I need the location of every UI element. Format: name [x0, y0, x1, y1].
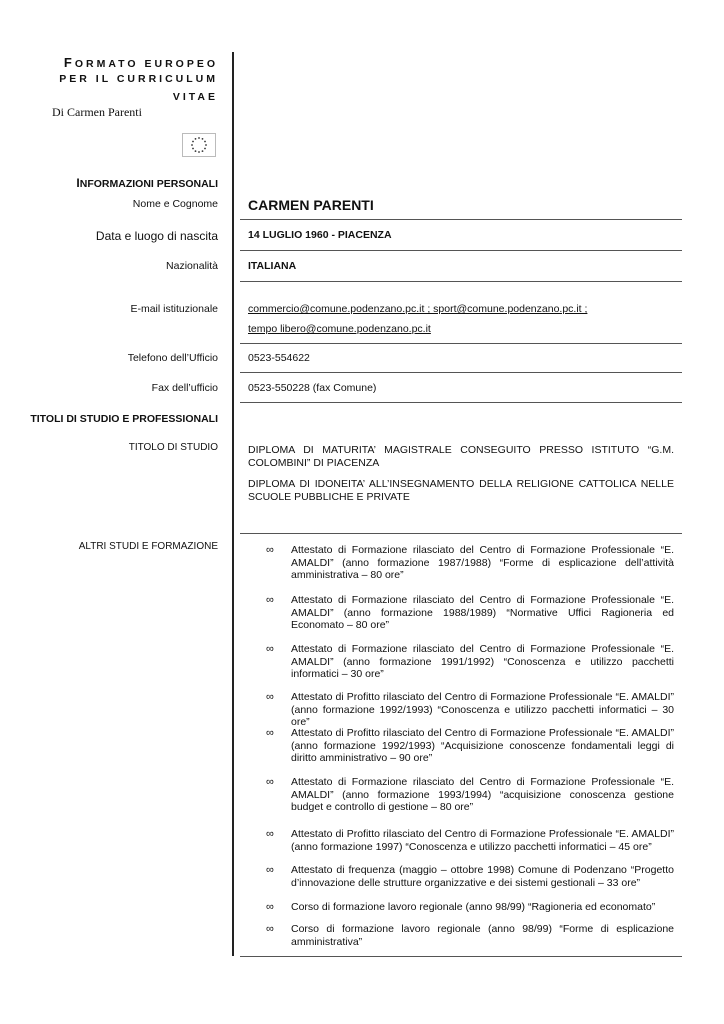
infinity-bullet-icon: ∞	[266, 864, 274, 876]
course-text: Attestato di Profitto rilasciato del Centro di Formazione Professionale “E. AMALDI” (anno formazione 1997) “Conoscenza e utilizzo pacchetti informatici – 45 ore”	[291, 828, 674, 853]
course-text: Corso di formazione lavoro regionale (anno 98/99) “Ragioneria ed economato”	[291, 901, 656, 913]
email-link-commercio-sport[interactable]: commercio@comune.podenzano.pc.it ; sport@comune.podenzano.pc.it ;	[248, 303, 588, 315]
phone-label: Telefono dell’Ufficio	[127, 352, 218, 364]
list-item	[266, 864, 674, 889]
email-link-tempo-libero[interactable]: tempo libero@comune.podenzano.pc.it	[248, 323, 431, 335]
infinity-bullet-icon: ∞	[266, 544, 274, 556]
degree-1: DIPLOMA DI MATURITA’ MAGISTRALE CONSEGUITO PRESSO ISTITUTO “G.M. COLOMBINI” DI PIACENZA	[248, 444, 674, 469]
row-divider	[240, 533, 682, 534]
section-studies: TITOLI DI STUDIO E PROFESSIONALI	[30, 413, 218, 425]
section-rest: NFORMAZIONI PERSONALI	[79, 178, 218, 190]
eu-flag-icon	[182, 133, 216, 157]
row-divider	[240, 372, 682, 373]
course-text: Attestato di Formazione rilasciato del Centro di Formazione Professionale “E. AMALDI” (anno formazione 1988/1989) “Normative Uffici Ragioneria ed Economato – 80 ore”	[291, 594, 674, 631]
list-item	[266, 923, 674, 948]
list-item	[266, 828, 674, 853]
list-item	[266, 776, 674, 814]
list-item	[266, 691, 674, 729]
list-item	[266, 643, 674, 681]
list-item	[266, 727, 674, 765]
course-text: Corso di formazione lavoro regionale (anno 98/99) “Forme di esplicazione amministrativa”	[291, 923, 674, 948]
row-divider	[240, 343, 682, 344]
cv-title-line-2: PER IL CURRICULUM	[59, 73, 218, 85]
fax-value: 0523-550228 (fax Comune)	[248, 382, 377, 394]
degree-label: TITOLO DI STUDIO	[128, 442, 218, 453]
course-text: Attestato di Formazione rilasciato del Centro di Formazione Professionale “E. AMALDI” (anno formazione 1991/1992) “Conoscenza e utilizzo pacchetti informatici – 30 ore”	[291, 643, 674, 680]
list-item	[266, 544, 674, 582]
column-divider	[232, 52, 234, 956]
phone-value: 0523-554622	[248, 352, 310, 364]
course-text: Attestato di frequenza (maggio – ottobre 1998) Comune di Podenzano “Progetto d’innovazione delle strutture organizzative e dei sistemi gestionali – 33 ore”	[291, 864, 674, 889]
fax-label: Fax dell’ufficio	[151, 382, 218, 394]
birth-value: 14 LUGLIO 1960 - PIACENZA	[248, 229, 392, 241]
email-links-line-2	[248, 323, 431, 335]
nationality-label: Nazionalità	[166, 260, 218, 272]
row-divider	[240, 250, 682, 251]
course-text: Attestato di Formazione rilasciato del Centro di Formazione Professionale “E. AMALDI” (anno formazione 1993/1994) “acquisizione conoscenza gestione budget e controllo di gestione – 80 ore”	[291, 776, 674, 813]
title-initial: F	[63, 55, 75, 70]
infinity-bullet-icon: ∞	[266, 923, 274, 935]
row-divider	[240, 402, 682, 403]
nationality-value: ITALIANA	[248, 260, 297, 272]
course-text: Attestato di Formazione rilasciato del Centro di Formazione Professionale “E. AMALDI” (anno formazione 1987/1988) “Forme di esplicazione dell’attività amministrativa – 80 ore”	[291, 544, 674, 581]
infinity-bullet-icon: ∞	[266, 828, 274, 840]
birth-label: Data e luogo di nascita	[95, 229, 218, 243]
name-value: CARMEN PARENTI	[248, 197, 374, 213]
section-personal-info	[76, 176, 218, 190]
other-studies-label: ALTRI STUDI E FORMAZIONE	[78, 541, 218, 552]
degree-2: DIPLOMA DI IDONEITA’ ALL’INSEGNAMENTO DELLA RELIGIONE CATTOLICA NELLE SCUOLE PUBBLICHE E PRIVATE	[248, 478, 674, 503]
infinity-bullet-icon: ∞	[266, 901, 274, 913]
row-divider	[240, 219, 682, 220]
infinity-bullet-icon: ∞	[266, 776, 274, 788]
email-label: E-mail istituzionale	[130, 303, 218, 315]
name-label: Nome e Cognome	[132, 198, 218, 210]
infinity-bullet-icon: ∞	[266, 594, 274, 606]
course-text: Attestato di Profitto rilasciato del Centro di Formazione Professionale “E. AMALDI” (anno formazione 1992/1993) “Acquisizione conoscenze fondamentali leggi di diritto amministrativo – 90 ore”	[291, 727, 674, 764]
infinity-bullet-icon: ∞	[266, 691, 274, 703]
title-rest: ORMATO EUROPEO	[74, 58, 218, 70]
row-divider	[240, 956, 682, 957]
list-item	[266, 594, 674, 632]
row-divider	[240, 281, 682, 282]
infinity-bullet-icon: ∞	[266, 643, 274, 655]
course-text: Attestato di Profitto rilasciato del Centro di Formazione Professionale “E. AMALDI” (anno formazione 1992/1993) “Conoscenza e utilizzo pacchetti informatici – 30 ore”	[291, 691, 674, 728]
infinity-bullet-icon: ∞	[266, 727, 274, 739]
section-initial: I	[76, 176, 80, 190]
email-links-line-1	[248, 303, 587, 315]
list-item	[266, 901, 674, 914]
cv-title-line-1	[64, 55, 218, 70]
author-line: Di Carmen Parenti	[52, 105, 142, 119]
cv-title-line-3: VITAE	[172, 91, 218, 103]
